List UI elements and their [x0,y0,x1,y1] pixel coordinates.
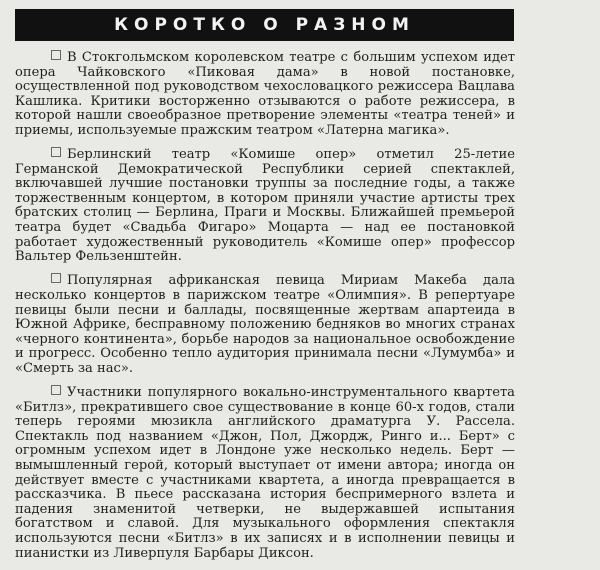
news-item-text: Участники популярного вокально-инструментального квартета «Битлз», прекратившего свое существование в конце 60-х годов, стали теперь героями мюзикла английского драматурга У. Рассела. Спектакль под названием «Джон, Пол, Джордж, Ринго и... Берт» с огромным успехом идет в Лондоне уже несколько недель. Берт — вымышленный герой, который выступает от имени автора; иногда он действует вместе с участниками квартета, а иногда превращается в рассказчика. В пьесе рассказана история беспримерного взлета и падения знаменитой четверки, не выдержавшей испытания богатством и славой. Для музыкального оформления спектакля используются песни «Битлз» в их записях и в исполнении певицы и пианистки из Ливерпуля Барбары Диксон. [15,384,515,561]
news-item [15,147,515,265]
square-bullet-icon [51,273,61,283]
article-body [15,50,515,570]
news-item-text: В Стокгольмском королевском театре с большим успехом идет опера Чайковского «Пиковая дама» в новой постановке, осуществленной под руководством чехословацкого режиссера Вацлава Кашлика. Критики восторженно отзываются о работе режиссера, в которой нашли своеобразное претворение элементы «театра теней» и приемы, используемые пражским театром «Латерна магика». [15,50,515,138]
news-item [15,385,515,561]
section-title: КОРОТКО О РАЗНОМ [114,15,415,35]
news-item [15,273,515,376]
news-item [15,50,515,139]
square-bullet-icon [51,147,61,157]
section-header [15,9,514,41]
square-bullet-icon [51,385,61,395]
news-item-text: Популярная африканская певица Мириам Макеба дала несколько концертов в парижском театре «Олимпия». В репертуаре певицы были песни и баллады, посвященные жертвам апартеида в Южной Африке, бесправному положению бедняков во многих странах «черного континента», борьбе народов за национальное освобождение и прогресс. Особенно тепло аудитория принимала песни «Лумумба» и «Смерть за нас». [15,273,515,376]
news-item-text: Берлинский театр «Комише опер» отметил 25-летие Германской Демократической Республики серией спектаклей, включавшей лучшие постановки труппы за последние годы, а также торжественным концертом, в котором приняли участие артисты трех братских столиц — Берлина, Праги и Москвы. Ближайшей премьерой театра будет «Свадьба Фигаро» Моцарта — над ее постановкой работает художественный руководитель «Комише опер» профессор Вальтер Фельзенштейн. [15,147,515,265]
square-bullet-icon [51,50,61,60]
